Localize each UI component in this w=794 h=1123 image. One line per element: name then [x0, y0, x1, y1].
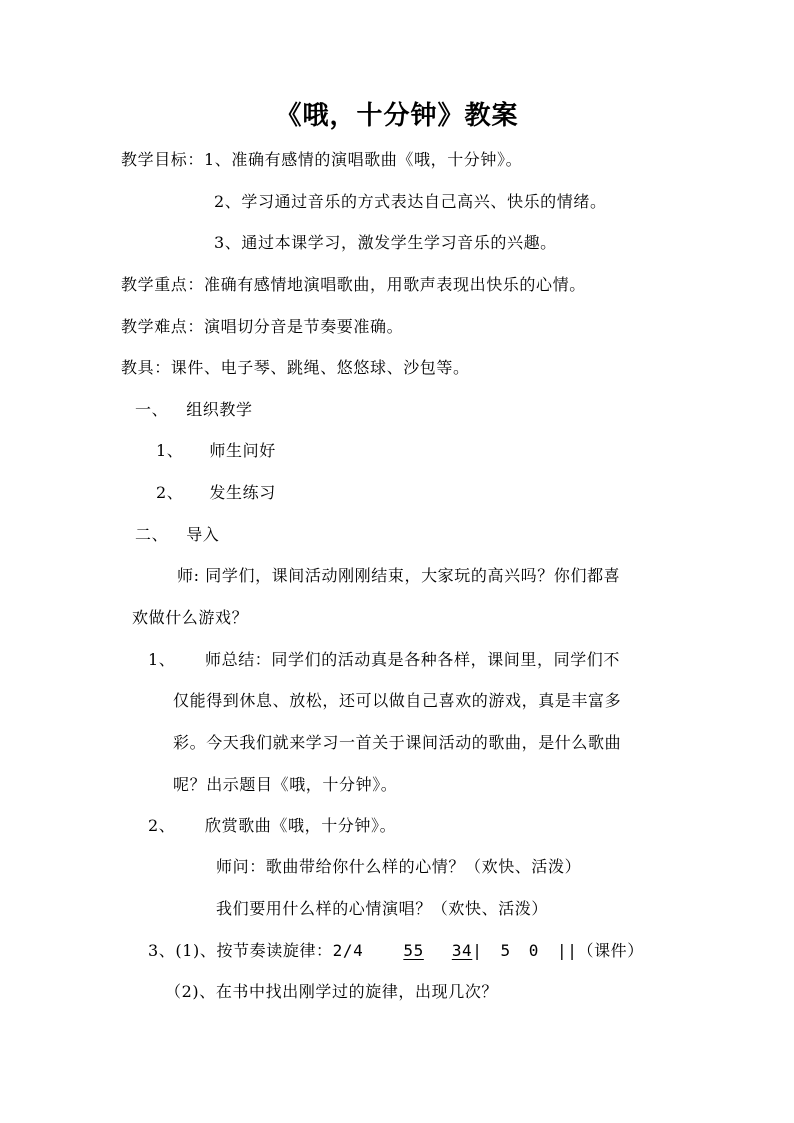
section-1-step-1 [156, 441, 276, 461]
step-3-sub-2: （2)、在书中找出刚学过的旋律，出现几次？ [165, 982, 499, 1001]
objective-2: 2、学习通过音乐的方式表达自己高兴、快乐的情绪。 [214, 192, 607, 211]
section-2-heading [135, 525, 219, 545]
step-number: 2、 [156, 483, 184, 502]
objectives-label: 教学目标： [121, 150, 205, 169]
step-3-prefix: 3、(1)、按节奏读旋律： [148, 941, 333, 960]
rhythm-rest-0: 0 [528, 941, 539, 960]
objective-3: 3、通过本课学习，激发学生学习音乐的兴趣。 [214, 233, 557, 252]
intro-paragraph-line-1: 师: 同学们，课间活动刚刚结束，大家玩的高兴吗？你们都喜 [177, 566, 621, 585]
rhythm-note-34: 34 [451, 941, 473, 960]
section-2-number: 二、 [135, 525, 169, 544]
step-1-number: 1、 [148, 650, 176, 669]
bar-line: | [472, 941, 483, 960]
section-1-heading [135, 400, 253, 420]
section-1-title: 组织教学 [186, 400, 253, 419]
section-2-title: 导入 [186, 525, 220, 544]
step-1-line-4: 呢？出示题目《哦，十分钟》。 [173, 775, 398, 794]
document-title: 《哦，十分钟》教案 [275, 101, 519, 131]
difficulty: 教学难点：演唱切分音是节奏要准确。 [121, 317, 404, 336]
section-1-step-2 [156, 483, 276, 503]
step-1-line-1: 师总结：同学们的活动真是各种各样，课间里，同学们不 [205, 650, 621, 669]
objective-1-text: 1、准确有感情的演唱歌曲《哦，十分钟》。 [204, 150, 523, 169]
step-text: 发生练习 [209, 483, 276, 502]
step-2-number: 2、 [148, 816, 176, 835]
step-1-line-3: 彩。今天我们就来学习一首关于课间活动的歌曲，是什么歌曲 [173, 733, 622, 752]
section-1-number: 一、 [135, 400, 169, 419]
rhythm-note-55: 55 [403, 941, 424, 960]
step-text: 师生问好 [209, 441, 276, 460]
step-2-text: 欣赏歌曲《哦，十分钟》。 [205, 816, 397, 835]
teaching-tools: 教具：课件、电子琴、跳绳、悠悠球、沙包等。 [121, 358, 470, 377]
step-1-line-2: 仅能得到休息、放松，还可以做自己喜欢的游戏，真是丰富多 [173, 691, 622, 710]
rhythm-note-5: 5 [500, 941, 511, 960]
step-number: 1、 [156, 441, 184, 460]
step-3-suffix: （课件） [577, 941, 644, 960]
step-3-line [148, 941, 644, 961]
step-2-question-2: 我们要用什么样的心情演唱？（欢快、活泼） [216, 899, 549, 918]
key-point: 教学重点：准确有感情地演唱歌曲，用歌声表现出快乐的心情。 [121, 275, 586, 294]
objective-1 [121, 150, 522, 170]
step-2-question-1: 师问：歌曲带给你什么样的心情？（欢快、活泼） [216, 857, 582, 876]
end-bar-line: || [557, 941, 578, 960]
intro-paragraph-line-2: 欢做什么游戏？ [132, 608, 249, 627]
time-signature: 2/4 [332, 941, 364, 960]
